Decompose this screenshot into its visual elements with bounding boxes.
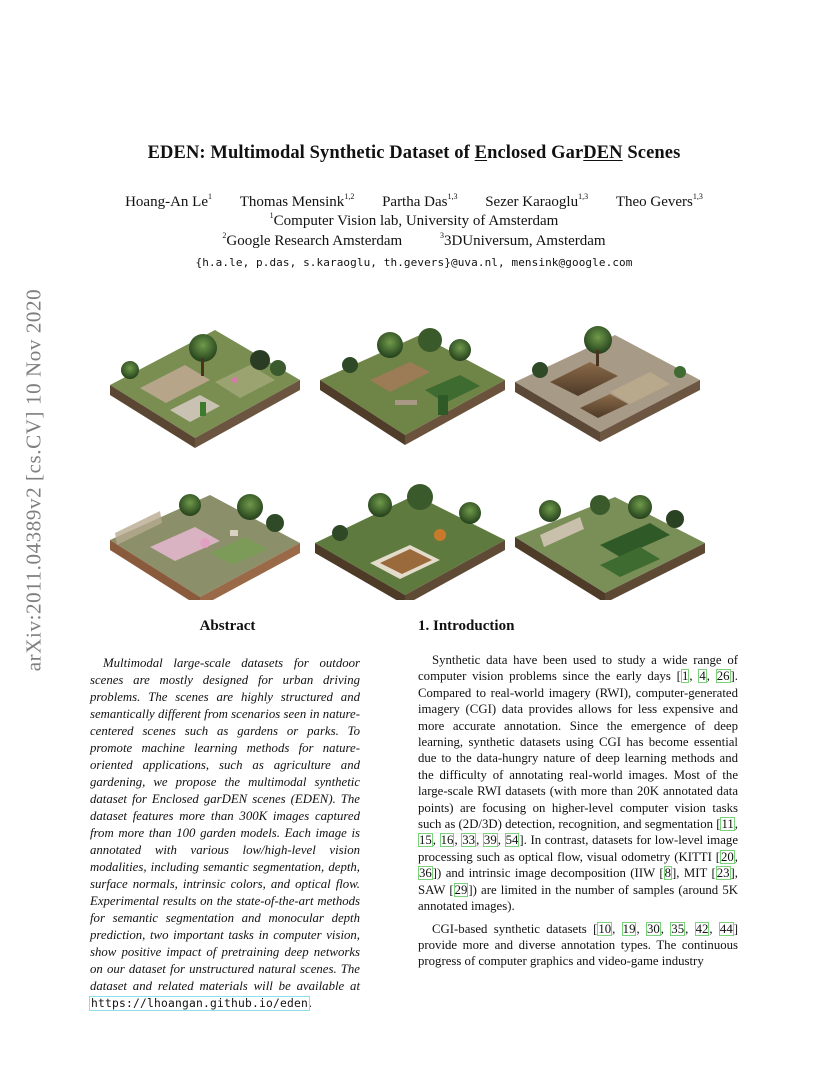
paragraph-text: , [689, 669, 699, 684]
paragraph-text: , [685, 921, 695, 936]
citation-link[interactable]: 11 [721, 817, 734, 832]
affiliation-3: $^3$3DUniversum, Amsterdam [439, 231, 606, 249]
garden-render-5 [315, 484, 505, 600]
citation-link[interactable]: 54 [505, 833, 519, 848]
paragraph-text: ], MIT [ [672, 866, 716, 881]
paragraph-text: ]) are limited in the number of samples (around 5K annotated images). [418, 882, 738, 914]
paragraph-text: , [660, 921, 671, 936]
citation-link[interactable]: 36 [419, 866, 432, 881]
citation-link[interactable]: 19 [622, 921, 636, 936]
paragraph-text: , [497, 833, 505, 848]
citation-link[interactable]: 15 [419, 833, 432, 848]
author: Hoang-An Le$^1$ [125, 192, 212, 210]
citation-link[interactable]: 20 [721, 849, 734, 864]
introduction-body [418, 652, 738, 976]
citation-link[interactable]: 33 [462, 833, 476, 848]
citation-link[interactable]: 4 [699, 669, 706, 684]
citation-link[interactable]: 29 [454, 882, 468, 897]
citation-link[interactable]: 30 [646, 921, 660, 936]
title-underlined-den: DEN [583, 143, 623, 163]
citation-link[interactable]: 44 [719, 921, 733, 936]
citation-link[interactable]: 23 [716, 866, 730, 881]
garden-render-1 [110, 330, 300, 448]
affiliation-1: $^1$Computer Vision lab, University of Amsterdam [269, 211, 559, 229]
garden-renders [100, 310, 730, 600]
affiliation-2-3 [0, 233, 828, 250]
citation-link[interactable]: 16 [440, 833, 454, 848]
citation-link[interactable]: 39 [483, 833, 497, 848]
title-text: nclosed Gar [487, 143, 584, 163]
teaser-figure [100, 310, 730, 600]
paragraph-text: ]) and intrinsic image decomposition (IIW [ [432, 866, 664, 881]
paragraph-text: , [706, 669, 716, 684]
citation-link[interactable]: 10 [598, 921, 612, 936]
author: Sezer Karaoglu$^{1,3}$ [485, 192, 589, 210]
author: Partha Das$^{1,3}$ [382, 192, 458, 210]
garden-render-4 [110, 494, 300, 600]
introduction-heading: 1. Introduction [418, 618, 515, 634]
citation-link[interactable]: 1 [681, 669, 689, 684]
paragraph-text: , [709, 921, 719, 936]
arxiv-stamp: arXiv:2011.04389v2 [cs.CV] 10 Nov 2020 [21, 288, 46, 672]
paragraph-text: ]. Compared to real-world imagery (RWI), computer-generated imagery (CGI) data provides allows for less expensive and more accurate annotation. Since the emergence of deep learning, synthetic datasets using CGI has become essential due to the data-hungry nature of deep learning methods and the difficulty of annotating real-world images. Most of the large-scale RWI datasets (with more than 20K annotated data points) are focusing on higher-level computer vision tasks such as (2D/3D) detection, recognition, and segmentation [ [418, 669, 738, 832]
citation-link[interactable]: 8 [664, 866, 671, 881]
paragraph-text: , [734, 817, 738, 832]
paragraph-text: , [476, 833, 483, 848]
affiliation-2: $^2$Google Research Amsterdam [222, 231, 403, 249]
author: Thomas Mensink$^{1,2}$ [239, 192, 355, 210]
intro-paragraph-2 [418, 921, 738, 970]
citation-link[interactable]: 35 [671, 921, 685, 936]
author: Theo Gevers$^{1,3}$ [615, 192, 703, 210]
garden-render-3 [515, 326, 700, 442]
garden-render-2 [320, 328, 505, 445]
paragraph-text: , [636, 921, 646, 936]
paragraph-text: , [432, 833, 440, 848]
title-text: Scenes [622, 143, 681, 163]
intro-paragraph-1 [418, 652, 738, 915]
citation-link[interactable]: 26 [716, 669, 730, 684]
paragraph-text: , [612, 921, 622, 936]
paragraph-text: Synthetic data have been used to study a wide range of computer vision problems since the early days [ [418, 653, 738, 684]
citation-link[interactable]: 42 [695, 921, 709, 936]
dataset-link[interactable]: https://lhoangan.github.io/eden [91, 997, 309, 1010]
author-emails: {h.a.le, p.das, s.karaoglu, th.gevers}@uva.nl, mensink@google.com [195, 256, 633, 269]
paragraph-text: , [734, 849, 738, 864]
title-underlined-e: E [474, 143, 488, 163]
paper-title [0, 143, 828, 164]
paragraph-text: ] provide more and diverse annotation types. The continuous progress of computer graphics and video-game industry [418, 921, 738, 969]
abstract-heading: Abstract [199, 618, 256, 634]
paragraph-text: ], SAW [ [418, 866, 738, 897]
garden-render-6 [515, 495, 705, 600]
title-text: EDEN: Multimodal Synthetic Dataset of [147, 143, 475, 163]
paragraph-text: , [454, 833, 462, 848]
author-list [0, 194, 828, 211]
abstract-body: Multimodal large-scale datasets for outdoor scenes are mostly designed for urban driving problems. The scenes are highly structured and semantically different from scenarios seen in nature-centered scenes such as gardens or parks. To promote machine learning methods for nature-oriented applications, such as agriculture and gardening, we propose the multimodal synthetic dataset for Enclosed garDEN scenes (EDEN). The dataset features more than 300K images captured from more than 100 garden models. Each image is annotated with various low/high-level vision modalities, including semantic segmentation, depth, surface normals, intrinsic colors, and optical flow. Experimental results on the state-of-the-art methods for semantic segmentation and monocular depth prediction, two important tasks in computer vision, show positive impact of pretraining deep networks on our dataset for unstructured natural scenes. The dataset and related materials will be available at https://lhoangan.github.io/eden. [90, 656, 360, 1010]
paragraph-text: CGI-based synthetic datasets [ [432, 921, 598, 936]
paragraph-text: ]. In contrast, datasets for low-level image processing such as optical flow, visual odometry (KITTI [ [418, 833, 739, 864]
